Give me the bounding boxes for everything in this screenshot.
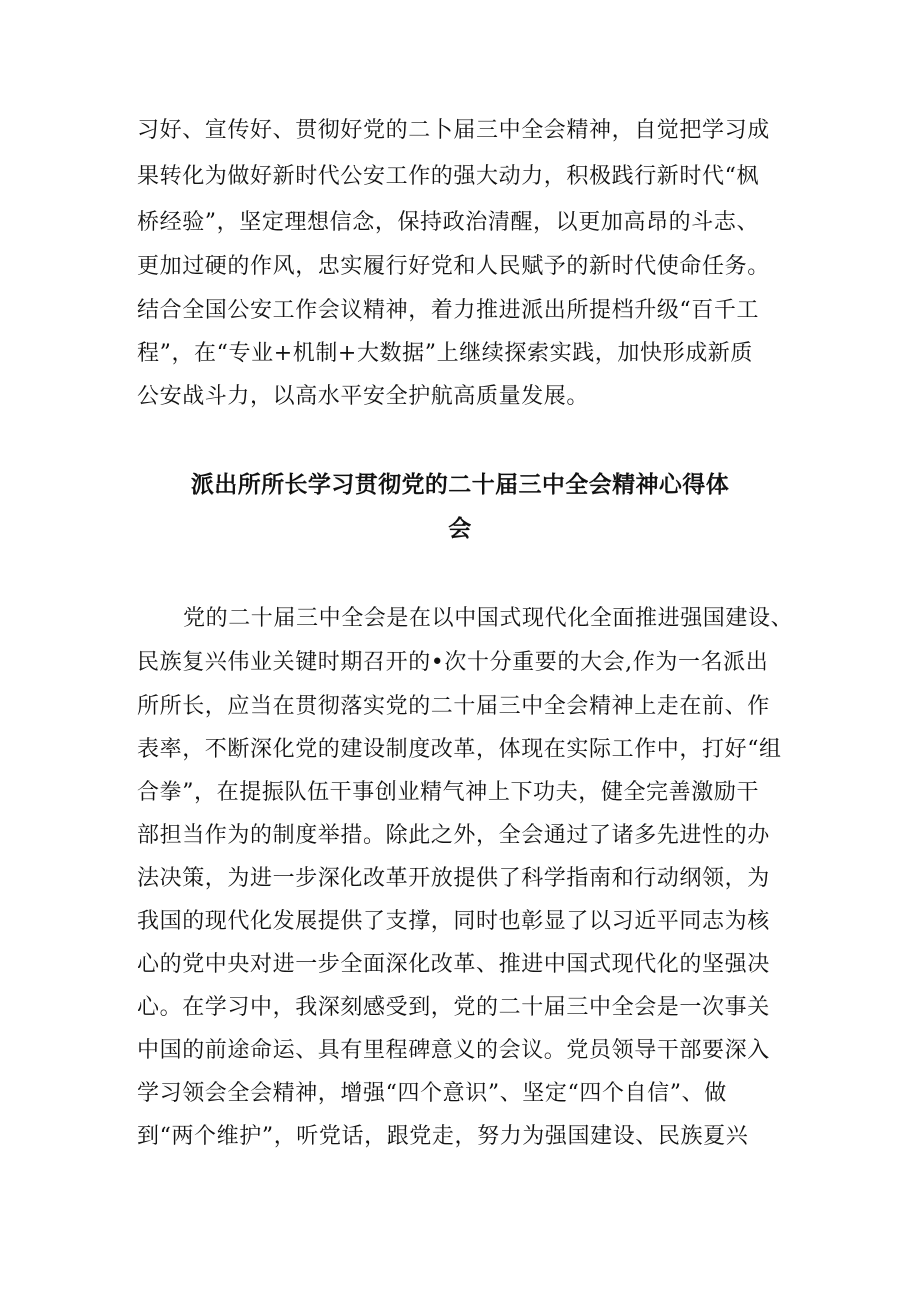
body-line: 到“两个维护”，听党话，跟党走，努力为强国建设、民族夏兴 [137, 1124, 749, 1149]
body-line: 我国的现代化发展提供了支撑，同时也彰显了以习近平同志为核 [137, 909, 770, 934]
body-line: 心的党中央对进一步全面深化改革、推进中国式现代化的坚强决 [137, 952, 770, 977]
body-line: 民族复兴伟业关键时期召开的•次十分重要的大会,作为一名派出 [137, 650, 769, 675]
intro-line: 更加过硬的作风，忠实履行好党和人民赋予的新时代使命任务。 [137, 254, 770, 279]
intro-line: 结合全国公安工作会议精神，着力推进派出所提档升级“百千工 [137, 298, 760, 323]
body-line: 表率，不断深化党的建设制度改革，体现在实际工作中，打好“组 [137, 737, 782, 762]
body-line: 党的二十届三中全会是在以中国式现代化全面推进强国建设、 [183, 606, 794, 631]
body-line: 部担当作为的制度举措。除此之外，全会通过了诸多先进性的办 [137, 823, 770, 848]
body-line: 心。在学习中，我深刻感受到，党的二十届三中全会是一次事关 [137, 995, 770, 1020]
section-title-line: 派出所所长学习贯彻党的二十届三中全会精神心得体 [190, 472, 730, 498]
intro-line: 习好、宣传好、贯彻好党的二卜届三中全会精神，自觉把学习成 [137, 118, 770, 143]
intro-line: 果转化为做好新时代公安工作的强大动力，积极践行新时代“枫 [137, 164, 760, 189]
intro-line: 程”，在“专业+机制+大数据”上继续探索实践，加快形成新质 [137, 341, 754, 366]
body-line: 所所长，应当在贯彻落实党的二十届三中全会精神上走在前、作 [137, 694, 770, 719]
intro-line: 桥经验”，坚定理想信念，保持政治清醒，以更加高昂的斗志、 [137, 210, 760, 235]
body-line: 学习领会全会精神，增强“四个意识”、坚定“四个自信”、做 [137, 1081, 727, 1106]
section-title-line: 会 [448, 516, 472, 542]
intro-line: 公安战斗力，以高水平安全护航高质量发展。 [137, 384, 590, 409]
body-line: 合拳”，在提振队伍干事创业精气神上下功夫，健全完善激励干 [137, 780, 760, 805]
body-line: 法决策，为进一步深化改革开放提供了科学指南和行动纲领，为 [137, 866, 770, 891]
body-line: 中国的前途命运、具有里程碑意义的会议。党员领导干部要深入 [137, 1038, 770, 1063]
